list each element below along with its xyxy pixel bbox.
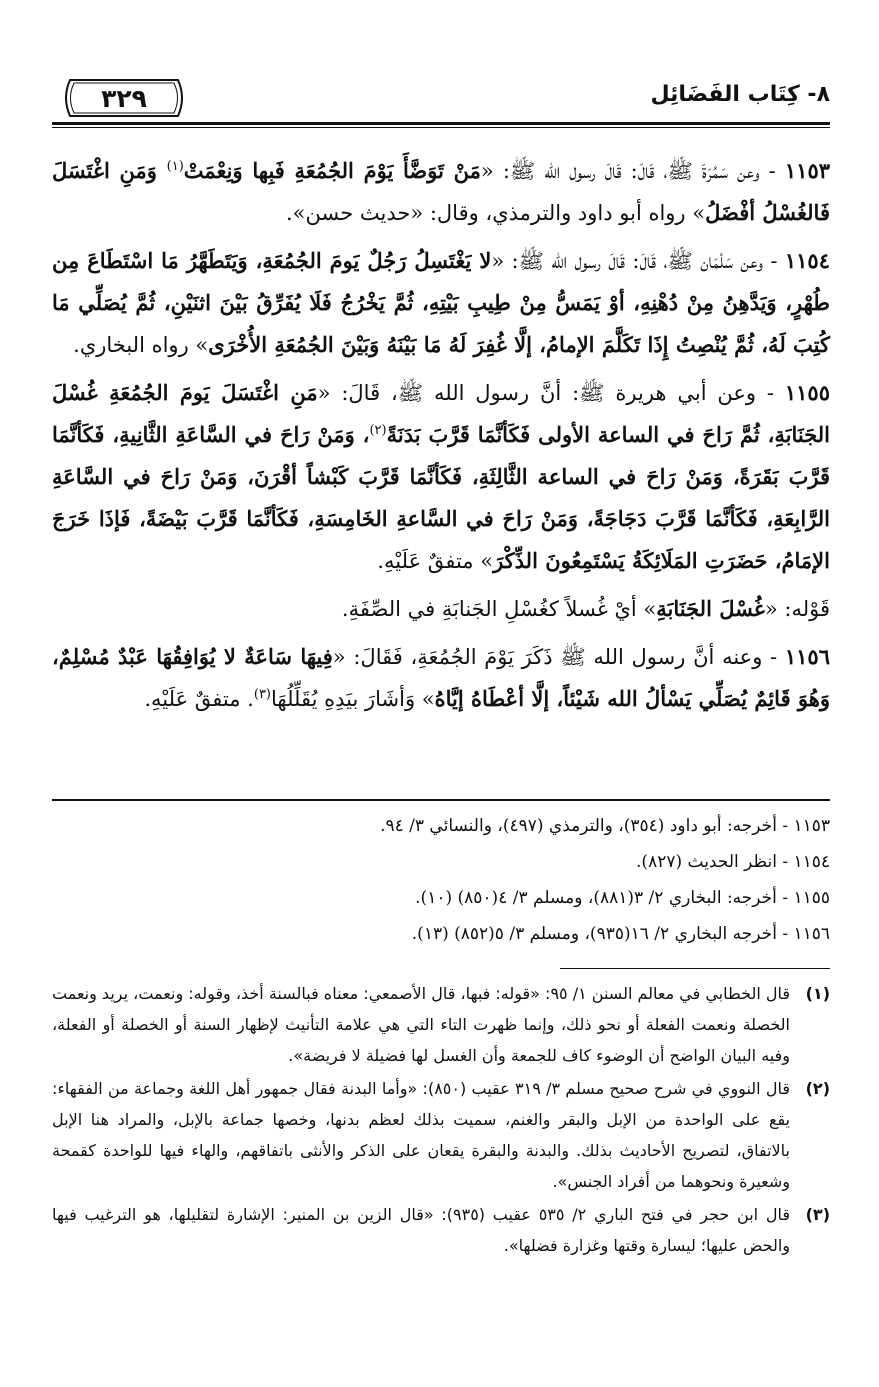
footnote-1 [52, 978, 830, 1071]
note-term: غُسْلَ الجَنَابَةِ [656, 596, 765, 621]
hadith-intro: - وعن سَلْمَان ﷺ، قَالَ: قَالَ رسول الله ﷺ: « [491, 249, 778, 273]
hadith-outro: » رواه أبو داود والترمذي، وقال: «حديث حسن». [285, 201, 706, 225]
hadith-text-cont: وَمَنِ اغْتَسَلَ فَالغُسْلُ أفْضَلُ [52, 158, 830, 225]
footnote-ref: (٢) [369, 423, 387, 438]
hadith-1156 [52, 636, 830, 720]
footnote-2 [52, 1073, 830, 1197]
hadith-mid: » وَأشَارَ بيَدِهِ يُقَلِّلُهَا [271, 687, 435, 711]
takhrij-item: ١١٥٣ - أخرجه: أبو داود (٣٥٤)، والترمذي (٤٩٧)، والنسائي ٣/ ٩٤. [380, 816, 830, 836]
hadith-1155 [52, 372, 830, 582]
hadith-intro: - وعنه أنَّ رسول الله ﷺ ذَكَرَ يَوْمَ الجُمُعَةِ، فَقَالَ: « [332, 645, 778, 669]
footnote-mark: (٣) [805, 1205, 830, 1224]
chapter-title: ٨- كِتَاب الفَضَائِل [650, 82, 830, 107]
header-rule-thin [52, 127, 830, 128]
page-header [52, 74, 830, 126]
takhrij-item: ١١٥٤ - انظر الحديث (٨٢٧). [636, 852, 830, 872]
footnote-text: قال ابن حجر في فتح الباري ٢/ ٥٣٥ عقيب (٩٣٥): «قال الزين بن المنير: الإشارة لتقليلها، هو الترغيب فيها والحض عليها؛ ليسارة وقتها وغزارة فضلها». [52, 1205, 791, 1255]
hadith-number: ١١٥٤ [784, 248, 830, 273]
hadith-number: ١١٥٥ [784, 380, 830, 405]
hadith-outro: » رواه البخاري. [73, 333, 209, 357]
hadith-text: فِيهَا سَاعَةٌ لا يُوَافِقُهَا عَبْدٌ مُسْلِمٌ، وَهُوَ قَائِمٌ يُصَلِّي يَسْألُ الله شَيْئاً، إلَّا أعْطَاهُ إيَّاهُ [52, 644, 830, 711]
hadith-1154 [52, 240, 830, 366]
footnote-mark: (١) [805, 984, 830, 1003]
hadith-intro: - وعن أبي هريرة ﷺ: أنَّ رسول الله ﷺ، قَالَ: « [317, 381, 774, 405]
takhrij-item: ١١٥٥ - أخرجه: البخاري ٢/ ٣(٨٨١)، ومسلم ٣/ ٤(٨٥٠) (١٠). [415, 888, 830, 908]
note-outro: » أيْ غُسلاً كغُسْلِ الجَنابَةِ في الصِّفَةِ. [341, 597, 657, 621]
takhrij-rule [52, 799, 830, 801]
hadith-text-cont: ، وَمَنْ رَاحَ في السَّاعَةِ الثَّانِيةِ، فَكَأنَّمَا قَرَّبَ بَقَرَةً، وَمَنْ رَاحَ في الساعة الثَّالِثَةِ، فَكَأنَّمَا قَرَّبَ كَبْشاً أقْرَنَ، وَمَنْ رَاحَ في السَّاعَةِ الرَّابِعَةِ، فَكَأنَّمَا قَرَّبَ دَجَاجَةً، وَمَنْ رَاحَ في السَّاعةِ الخَامِسَةِ، فَكَأنَّمَا قَرَّبَ بَيْضَةً، فَإذَا خَرَجَ الإمَامُ، حَضَرَتِ المَلَائِكَةُ يَسْتَمِعُونَ الذِّكْرَ [52, 422, 830, 573]
footnote-text: قال الخطابي في معالم السنن ١/ ٩٥: «قوله: فبها، قال الأصمعي: معناه فبالسنة أخذ، وقوله: ونعمت، يريد ونعمت الخصلة ونعمت الفعلة أو نحو ذلك، وإنما ظهرت التاء التي هي علامة التأنيث لإظهار السنة أو الخصلة أو الفعلة، وفيه البيان الواضح أن الوضوء كاف للجمعة وأن الغسل لها فضيلة لا فريضة». [51, 984, 790, 1065]
footnote-rule [560, 968, 830, 969]
note-lead: قَوْله: « [764, 597, 830, 621]
hadith-number: ١١٥٣ [784, 158, 831, 183]
hadith-1153 [52, 150, 830, 234]
hadith-text: مَنْ تَوَضَّأَ يَوْمَ الجُمُعَةِ فَبِها وَنِعْمَتْ [183, 158, 481, 183]
footnote-text: قال النووي في شرح صحيح مسلم ٣/ ٣١٩ عقيب (٨٥٠): «وأما البدنة فقال جمهور أهل اللغة وجماعة من الفقهاء: يقع على الواحدة من الإبل والبقر والغنم، سميت بذلك لعظم بدنها، وخصها جماعة بالإبل، والمراد هنا الإبل بالاتفاق، لتصريح الأحاديث بذلك. والبدنة والبقرة يقعان على الذكر والأنثى باتفاقهم، والهاء فيها للواحدة كقمحة وشعيرة ونحوهما من أفراد الجنس». [52, 1079, 791, 1191]
footnote-3 [52, 1199, 830, 1261]
hadith-text: مَنِ اغْتَسَلَ يَومَ الجُمُعَةِ غُسْلَ الجَنَابَةِ، ثُمَّ رَاحَ في الساعة الأولى فَكَأنَّمَا قَرَّبَ بَدَنَةً [52, 380, 830, 447]
hadith-intro: - وعن سَمُرَةَ ﷺ، قَالَ: قَالَ رسول الله ﷺ: « [480, 159, 776, 183]
hadith-text: لا يَغْتَسِلُ رَجُلٌ يَومَ الجُمُعَةِ، وَيَتَطَهَّرُ مَا اسْتَطَاعَ مِن طُهْرٍ، وَيَدَّهِنُ مِنْ دُهْنِهِ، أوْ يَمَسُّ مِنْ طِيبِ بَيْتِهِ، ثُمَّ يَخْرُجُ فَلَا يُفَرِّقُ بَيْنَ اثنَيْنِ، ثُمَّ يُصَلِّي مَا كُتِبَ لَهُ، ثُمَّ يُنْصِتُ إِذَا تَكَلَّمَ الإمامُ، إلَّا غُفِرَ لَهُ مَا بَيْنَهُ وَبَيْنَ الجُمُعَةِ الأُخْرَى [52, 248, 830, 357]
footnote-ref: (٣) [253, 687, 271, 702]
hadith-outro: . متفقٌ عَلَيْهِ. [144, 687, 254, 711]
footnote-mark: (٢) [805, 1079, 830, 1098]
header-rule [52, 122, 830, 125]
footnotes [52, 978, 830, 1263]
hadith-number: ١١٥٦ [784, 644, 830, 669]
footnote-ref: (١) [166, 159, 184, 174]
takhrij-item: ١١٥٦ - أخرجه البخاري ٢/ ١٦(٩٣٥)، ومسلم ٣/ ٥(٨٥٢) (١٣). [411, 924, 830, 944]
takhrij-list [52, 808, 830, 952]
qawluhu-note [52, 588, 830, 630]
hadith-outro: » متفقٌ عَلَيْهِ. [377, 549, 494, 573]
page-number: ٣٢٩ [101, 83, 147, 113]
main-text [52, 150, 830, 726]
